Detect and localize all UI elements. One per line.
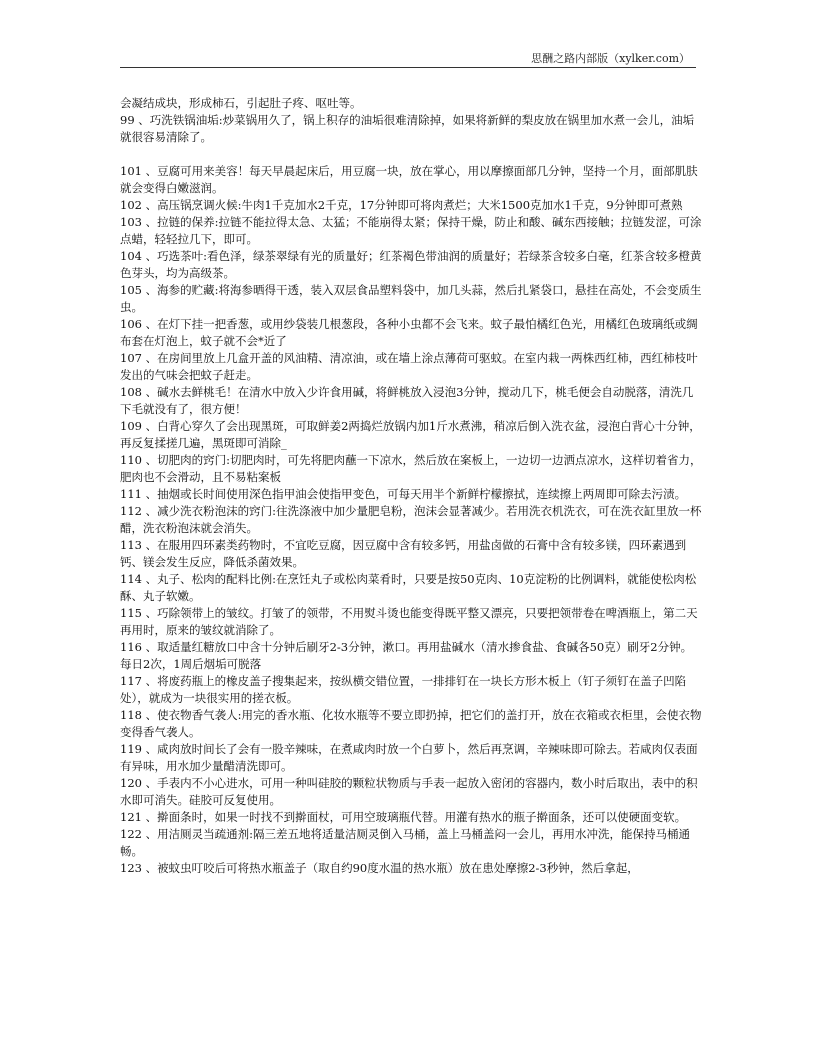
tip-item: 107 、在房间里放上几盒开盖的风油精、清凉油，或在墙上涂点薄荷可驱蚊。在室内栽一两株西红柿，西红柿枝叶发出的气味会把蚊子赶走。 <box>120 351 698 382</box>
paragraph: 99 、巧洗铁锅油垢:炒菜锅用久了，锅上积存的油垢很难清除掉，如果将新鲜的梨皮放在锅里加水煮一会儿，油垢就很容易清除了。 <box>120 113 695 144</box>
tip-item: 119 、咸肉放时间长了会有一股辛辣味，在煮咸肉时放一个白萝卜，然后再烹调，辛辣味即可除去。若咸肉仅表面有异味，用水加少量醋清洗即可。 <box>120 742 698 773</box>
tip-item: 106 、在灯下挂一把香葱，或用纱袋装几根葱段，各种小虫都不会飞来。蚊子最怕橘红色光，用橘红色玻璃纸或绸布套在灯泡上，蚊子就不会*近了 <box>120 317 698 348</box>
document-body <box>120 95 702 877</box>
tip-item: 105 、海参的贮藏:将海参晒得干透，装入双层食品塑料袋中，加几头蒜，然后扎紧袋口，悬挂在高处，不会变质生虫。 <box>120 283 702 314</box>
tip-item: 108 、碱水去鲜桃毛！在清水中放入少许食用碱，将鲜桃放入浸泡3分钟，搅动几下，桃毛便会自动脱落，清洗几下毛就没有了，很方便！ <box>120 385 694 416</box>
tip-item: 111 、抽烟或长时间使用深色指甲油会使指甲变色，可每天用半个新鲜柠檬擦拭，连续擦上两周即可除去污渍。 <box>120 487 687 501</box>
tip-item: 122 、用洁厕灵当疏通剂:隔三差五地将适量洁厕灵倒入马桶，盖上马桶盖闷一会儿，再用水冲洗，能保持马桶通畅。 <box>120 827 690 858</box>
tip-item: 120 、手表内不小心进水，可用一种叫硅胶的颗粒状物质与手表一起放入密闭的容器内，数小时后取出，表中的积水即可消失。硅胶可反复使用。 <box>120 776 698 807</box>
tip-item: 101 、豆腐可用来美容！每天早晨起床后，用豆腐一块，放在掌心，用以摩擦面部几分钟，坚持一个月，面部肌肤就会变得白嫩滋润。 <box>120 164 698 195</box>
tip-item: 117 、将废药瓶上的橡皮盖子搜集起来，按纵横交错位置，一排排钉在一块长方形木板上（钉子须钉在盖子凹陷处），就成为一块很实用的搓衣板。 <box>120 674 687 705</box>
tip-item: 109 、白背心穿久了会出现黑斑，可取鲜姜2两捣烂放锅内加1斤水煮沸，稍凉后倒入洗衣盆，浸泡白背心十分钟，再反复揉搓几遍，黑斑即可消除_ <box>120 419 701 450</box>
tip-item: 110 、切肥肉的窍门:切肥肉时，可先将肥肉蘸一下凉水，然后放在案板上，一边切一边洒点凉水，这样切着省力，肥肉也不会滑动，且不易粘案板 <box>120 453 702 484</box>
tip-item: 123 、被蚊虫叮咬后可将热水瓶盖子（取自约90度水温的热水瓶）放在患处摩擦2-3秒钟，然后拿起， <box>120 861 639 875</box>
paragraph: 会凝结成块，形成柿石，引起肚子疼、呕吐等。 <box>120 96 362 110</box>
tip-item: 113 、在服用四环素类药物时，不宜吃豆腐，因豆腐中含有较多钙，用盐卤做的石膏中含有较多镁，四环素遇到钙、镁会发生反应，降低杀菌效果。 <box>120 538 687 569</box>
tip-item: 104 、巧选茶叶:看色泽，绿茶翠绿有光的质量好；红茶褐色带油润的质量好；若绿茶含较多白毫，红茶含较多橙黄色芽头，均为高级茶。 <box>120 249 702 280</box>
tip-item: 114 、丸子、松肉的配料比例:在烹饪丸子或松肉菜肴时，只要是按50克肉、10克淀粉的比例调料，就能使松肉松酥、丸子软嫩。 <box>120 572 697 603</box>
tip-item: 112 、减少洗衣粉泡沫的窍门:往洗涤液中加少量肥皂粉，泡沫会显著减少。若用洗衣机洗衣，可在洗衣缸里放一杯醋，洗衣粉泡沫就会消失。 <box>120 504 702 535</box>
tip-item: 121 、擀面条时，如果一时找不到擀面杖，可用空玻璃瓶代替。用灌有热水的瓶子擀面条，还可以使硬面变软。 <box>120 810 687 824</box>
tip-item: 102 、高压锅烹调火候:牛肉1千克加水2千克，17分钟即可将肉煮烂；大米1500克加水1千克，9分钟即可煮熟 <box>120 198 683 212</box>
tip-item: 103 、拉链的保养:拉链不能拉得太急、太猛；不能崩得太紧；保持干燥，防止和酸、碱东西接触；拉链发涩，可涂点蜡，轻轻拉几下，即可。 <box>120 215 702 246</box>
page-header: 思酬之路内部版（xylker.com） <box>531 52 690 65</box>
tip-item: 116 、取适量红糖放口中含十分钟后刷牙2-3分钟，漱口。再用盐碱水（清水掺食盐、食碱各50克）刷牙2分钟。每日2次，1周后烟垢可脱落 <box>120 640 693 671</box>
tip-item: 115 、巧除领带上的皱纹。打皱了的领带，不用熨斗烫也能变得既平整又漂亮，只要把领带卷在啤酒瓶上，第二天再用时，原来的皱纹就消除了。 <box>120 606 698 637</box>
header-divider <box>120 67 696 68</box>
tip-item: 118 、使衣物香气袭人:用完的香水瓶、化妆水瓶等不要立即扔掉，把它们的盖打开，放在衣箱或衣柜里，会使衣物变得香气袭人。 <box>120 708 702 739</box>
blank-line <box>120 146 702 163</box>
